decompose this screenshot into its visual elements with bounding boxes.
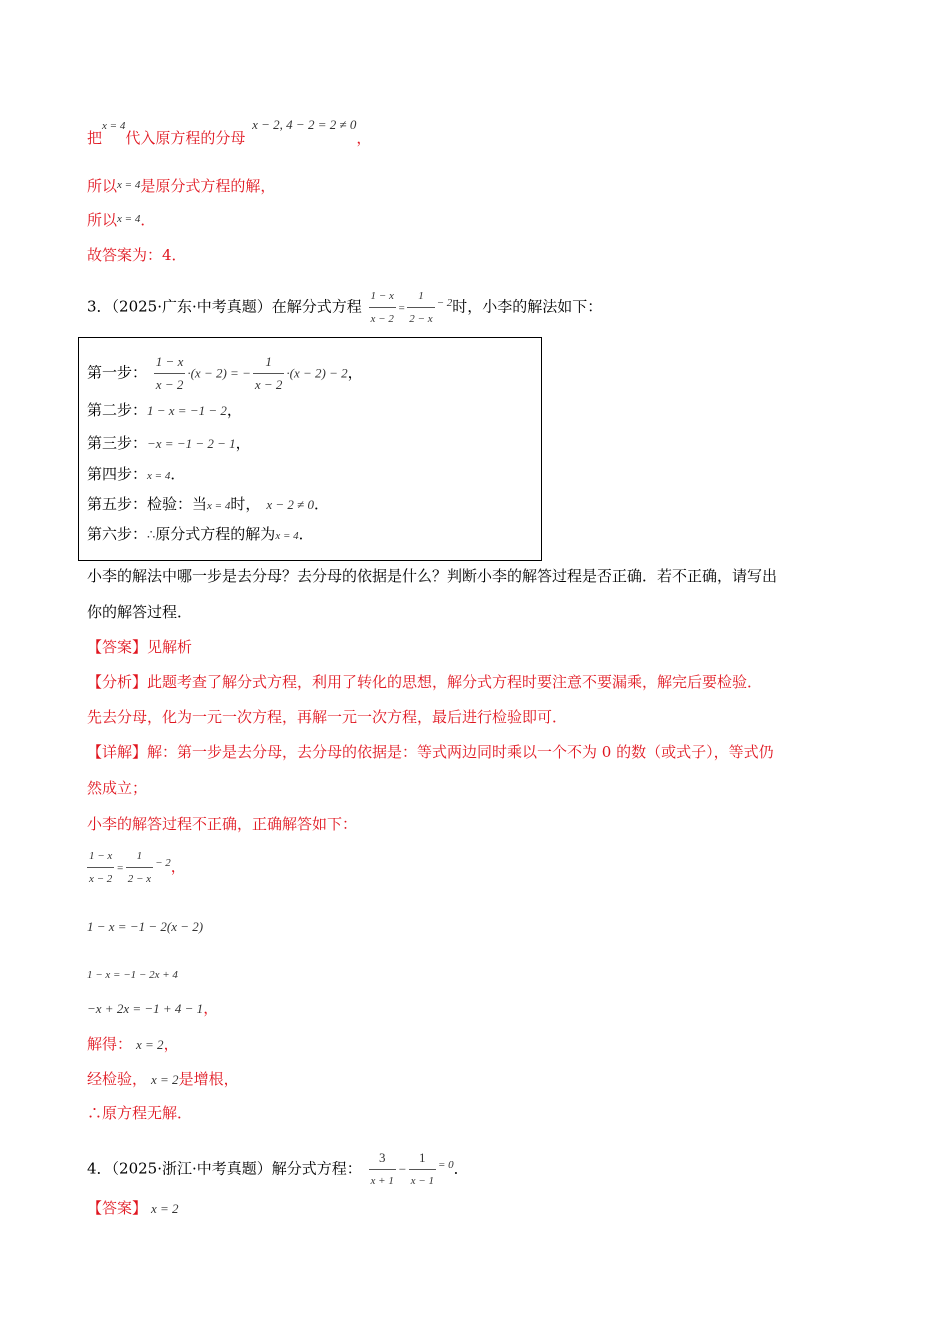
question-4-answer [87, 1198, 179, 1219]
punct: ， [203, 999, 219, 1017]
math: = 0 [437, 1158, 454, 1171]
math: ·(x − 2) − 2 [286, 365, 348, 381]
punct: ． [298, 525, 314, 543]
step-3 [87, 433, 251, 454]
therefore-symbol: ∴ [147, 527, 156, 542]
numerator: 1 [419, 1150, 426, 1165]
question-3-prompt: 小李的解法中哪一步是去分母？去分母的依据是什么？判断小李的解答过程是否正确．若不正确，请写出 [87, 567, 778, 585]
punct: ． [314, 495, 330, 513]
fraction [253, 352, 285, 395]
question-3-prompt-cont: 你的解答过程． [87, 603, 193, 621]
numerator: 1 − x [155, 354, 184, 369]
solution-line-7: ∴原方程无解． [87, 1104, 193, 1122]
detail-line-3: 小李的解答过程不正确，正确解答如下： [87, 815, 358, 833]
text: 经检验， [87, 1070, 148, 1088]
math-x-eq-4: x = 4 [102, 120, 126, 132]
step-label: 第六步： [87, 525, 148, 543]
math: x = 4 [147, 470, 171, 482]
numerator: 1 [265, 354, 272, 369]
denominator: x − 2 [253, 373, 285, 395]
step-1 [87, 352, 363, 395]
fraction [126, 846, 153, 889]
text: ， [356, 129, 372, 147]
fraction [154, 352, 186, 395]
math: x − 2 ≠ 0 [266, 497, 315, 512]
math: 1 − x = −1 − 2 [147, 403, 227, 418]
answer-line: 故答案为：4． [87, 246, 187, 264]
fraction [369, 286, 396, 329]
text: 把 [87, 129, 103, 147]
solution-line-2: 1 − x = −1 − 2(x − 2) [87, 919, 204, 934]
operator: − [397, 1161, 407, 1177]
step-label: 第三步： [87, 434, 148, 452]
denominator: x + 1 [369, 1169, 396, 1191]
answer-label: 【答案】见解析 [87, 638, 193, 656]
text: 所以 [87, 177, 118, 195]
question-4-header [87, 1148, 469, 1191]
math: ·(x − 2) = − [187, 365, 251, 381]
text: 所以 [87, 211, 118, 229]
numerator: 1 [418, 290, 424, 302]
solution-line-3: 1 − x = −1 − 2x + 4 [87, 969, 178, 981]
denominator: x − 2 [154, 373, 186, 395]
step-2 [87, 400, 242, 421]
text: 代入原方程的分母 [125, 129, 246, 147]
detail-line-2: 然成立； [87, 779, 148, 797]
fraction [87, 846, 114, 889]
denominator: x − 2 [369, 307, 396, 329]
numerator: 1 [136, 850, 143, 862]
step-label: 第一步： [87, 363, 148, 382]
step-label: 第二步： [87, 401, 148, 419]
equals: = [116, 862, 124, 875]
text: 原分式方程的解为 [155, 525, 276, 543]
math-tail: − 2 [436, 296, 453, 309]
solution-line-6 [87, 1069, 239, 1090]
question-3-prefix: 3．（2025·广东·中考真题）在解分式方程 [87, 297, 362, 316]
punct: ， [235, 434, 251, 452]
punct: ， [163, 1035, 179, 1053]
text: 时， [230, 495, 261, 513]
math: x = 2 [151, 1201, 179, 1216]
punct: ， [347, 363, 363, 382]
analysis-line-2: 先去分母，化为一元一次方程，再解一元一次方程，最后进行检验即可． [87, 708, 568, 726]
step-6 [87, 524, 314, 546]
denominator: x − 2 [87, 867, 114, 889]
question-3-header [87, 286, 602, 329]
question-4-prefix: 4．（2025·浙江·中考真题）解分式方程： [87, 1159, 362, 1178]
fraction [409, 1148, 436, 1191]
solution-line-5 [87, 1034, 179, 1055]
math: x = 4 [275, 530, 299, 542]
text: 是原分式方程的解， [140, 177, 276, 195]
punct: ， [170, 857, 186, 876]
text: 是增根， [178, 1070, 239, 1088]
equals: = [397, 302, 406, 315]
punct: ． [453, 1159, 469, 1178]
math: x = 4 [207, 500, 231, 512]
fraction [407, 286, 434, 329]
step-label: 第四步： [87, 465, 148, 483]
numerator: 1 − x [370, 290, 394, 302]
conclusion-line-2 [87, 210, 155, 232]
math-denominator-check: x − 2, 4 − 2 = 2 ≠ 0 [252, 117, 357, 132]
fraction [369, 1148, 396, 1191]
punct: ， [226, 401, 242, 419]
denominator: 2 − x [126, 867, 153, 889]
answer-label: 【答案】 [87, 1199, 148, 1217]
text: ． [140, 211, 156, 229]
math: −x = −1 − 2 − 1 [147, 436, 236, 451]
math-x-eq-4: x = 4 [117, 213, 141, 225]
sub-line-denominator [87, 117, 372, 150]
math: x = 2 [151, 1072, 179, 1087]
analysis-line-1: 【分析】此题考查了解分式方程，利用了转化的思想，解分式方程时要注意不要漏乘，解完后要检验． [87, 673, 763, 691]
math: −x + 2x = −1 + 4 − 1 [87, 1001, 204, 1016]
denominator: x − 1 [409, 1169, 436, 1191]
step-4 [87, 464, 185, 486]
math: x = 2 [136, 1037, 164, 1052]
conclusion-line-1 [87, 176, 275, 198]
numerator: 1 − x [89, 850, 113, 862]
numerator: 3 [378, 1150, 386, 1165]
solution-line-4 [87, 998, 218, 1019]
step-label: 第五步：检验：当 [87, 495, 208, 513]
solution-fraction-line [85, 846, 186, 889]
detail-line-1: 【详解】解：第一步是去分母，去分母的依据是：等式两边同时乘以一个不为 0 的数（或式子），等式仍 [87, 743, 774, 761]
math: − 2 [155, 856, 171, 869]
punct: ． [170, 465, 186, 483]
denominator: 2 − x [407, 307, 434, 329]
text: 解得： [87, 1035, 133, 1053]
math-x-eq-4: x = 4 [117, 179, 141, 191]
step-5 [87, 494, 329, 516]
question-3-suffix: 时，小李的解法如下： [452, 297, 603, 316]
